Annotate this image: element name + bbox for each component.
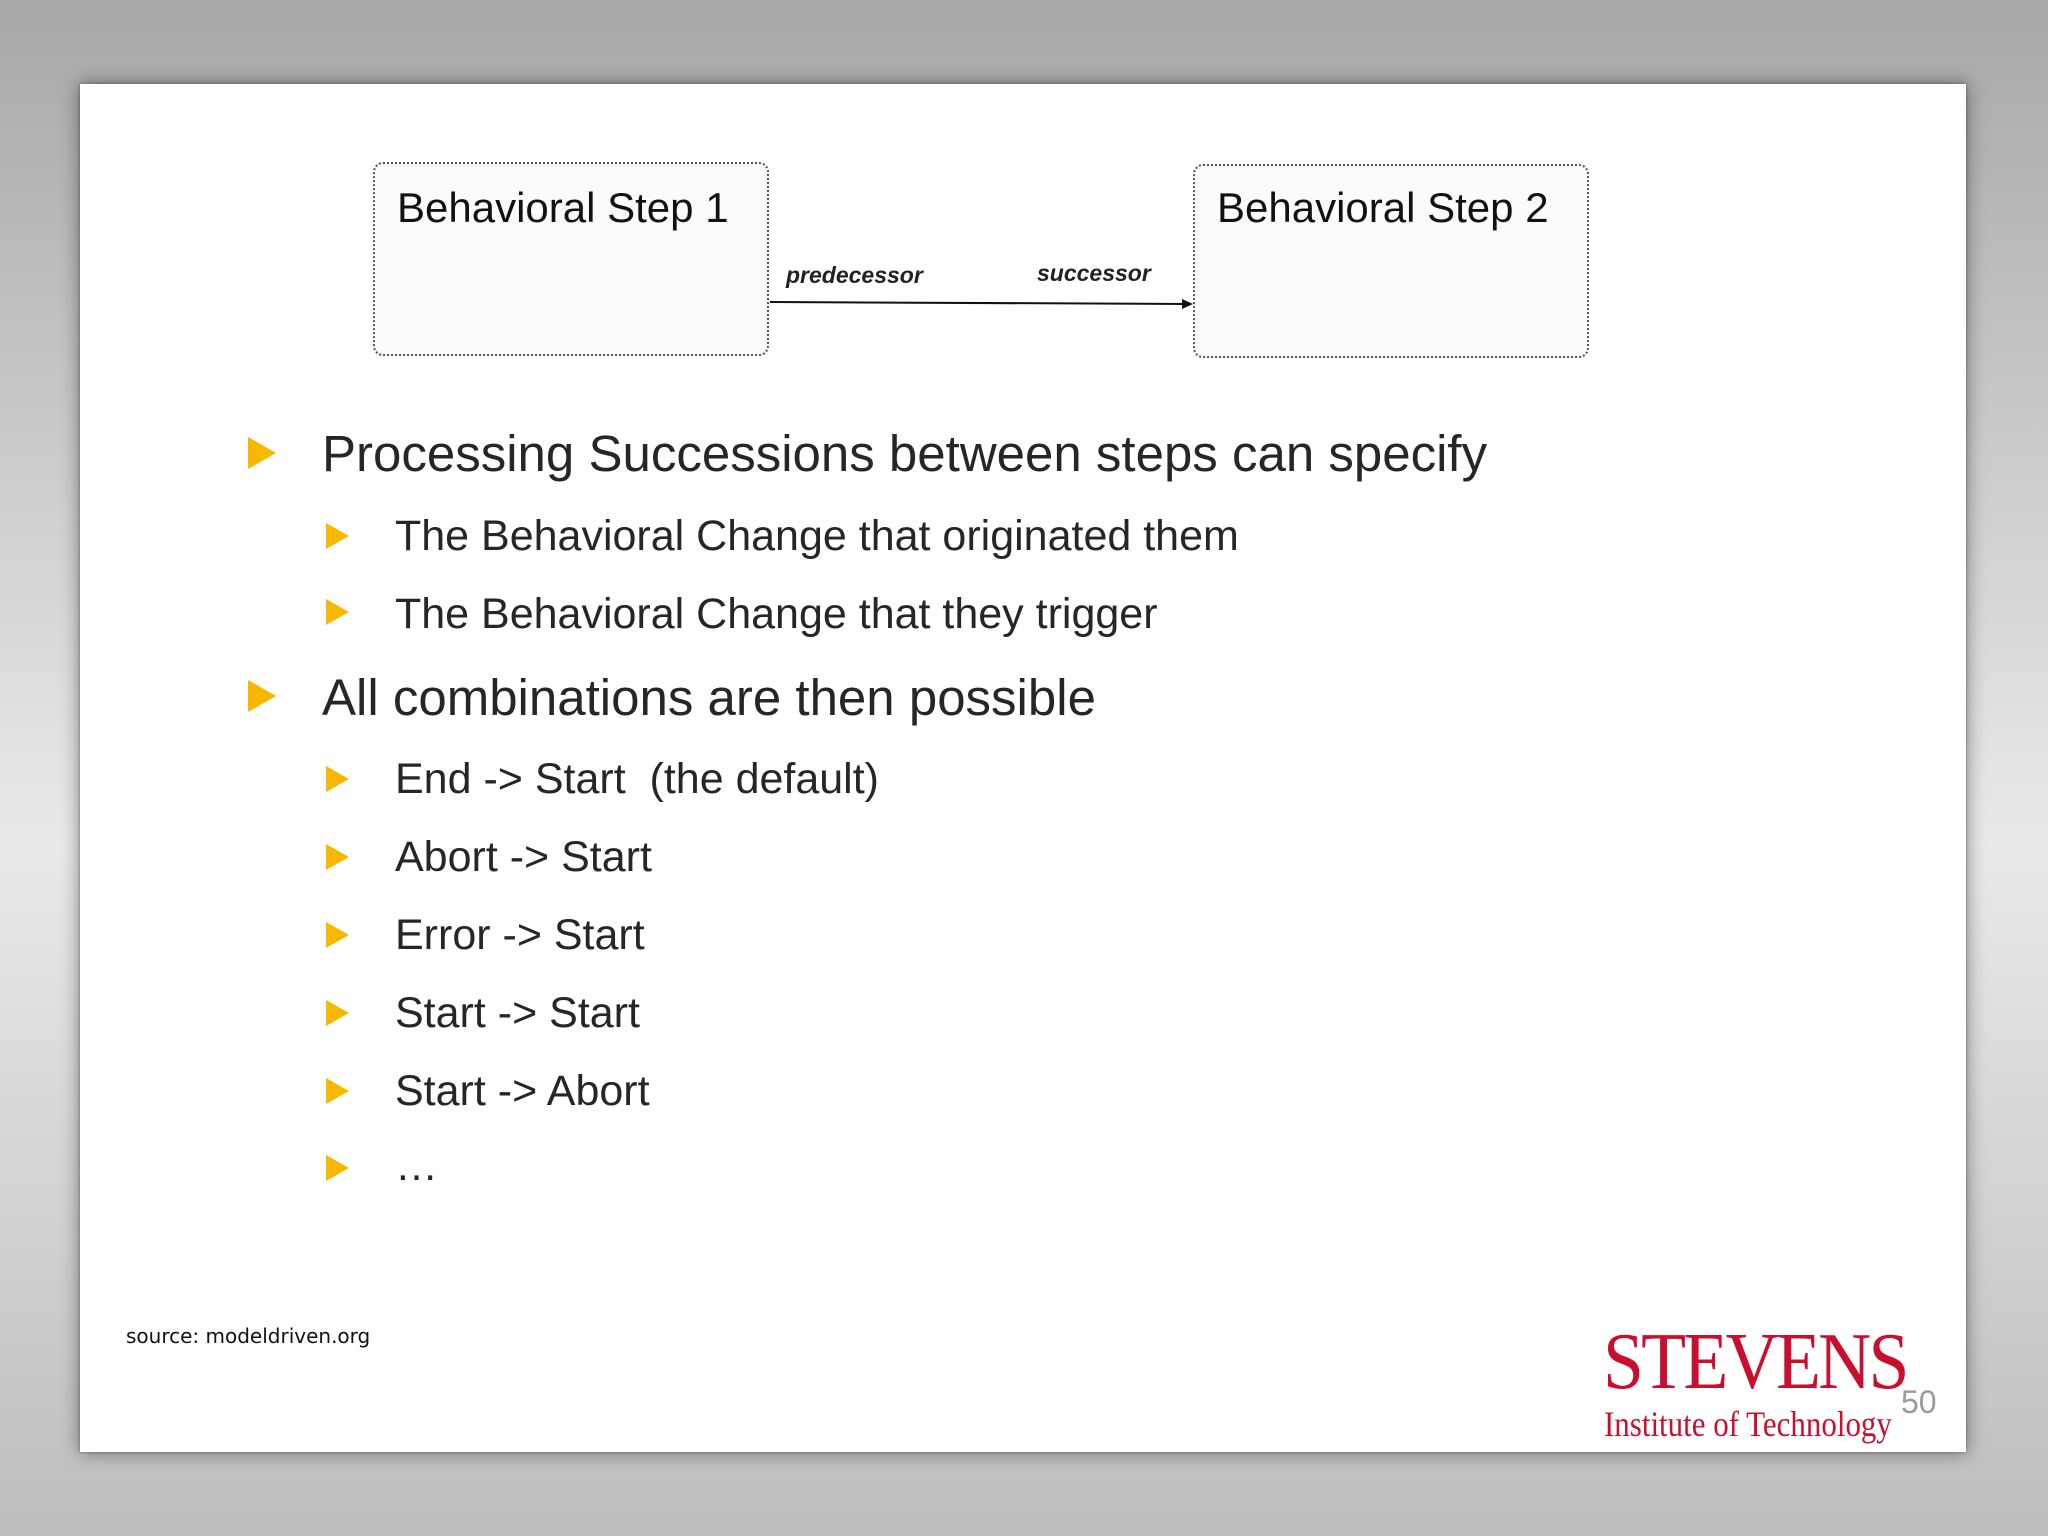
source-credit: source: modeldriven.org [126,1324,371,1348]
bullet-arrow-icon [326,1155,349,1181]
sub-bullet-start-start: Start -> Start [395,989,640,1037]
bullet-arrow-icon [248,437,276,469]
behavioral-step-2-box [1193,164,1589,358]
sub-bullet-end-start: End -> Start (the default) [395,755,880,803]
sub-bullet-error-start: Error -> Start [395,911,645,959]
bullet-arrow-icon [326,766,349,792]
bullet-arrow-icon [248,680,276,712]
bullet-arrow-icon [326,844,349,870]
bullet-all-combinations: All combinations are then possible [322,669,1096,726]
sub-bullet-originated: The Behavioral Change that originated them [395,512,1239,560]
stevens-logo-subtitle: Institute of Technology [1604,1404,1892,1444]
bullet-arrow-icon [326,599,349,625]
behavioral-step-2-label: Behavioral Step 2 [1217,184,1549,231]
successor-label: successor [1037,260,1151,286]
bullet-arrow-icon [326,1078,349,1104]
sub-bullet-abort-start: Abort -> Start [395,833,652,881]
page-number: 50 [1901,1384,1937,1420]
behavioral-step-1-box [373,162,769,356]
bullet-arrow-icon [326,1000,349,1026]
predecessor-label: predecessor [786,262,923,288]
stevens-logo-wordmark: STEVENS [1603,1318,1907,1406]
sub-bullet-start-abort: Start -> Abort [395,1067,650,1115]
behavioral-step-1-label: Behavioral Step 1 [397,184,729,231]
bullet-arrow-icon [326,523,349,549]
bullet-processing-successions: Processing Successions between steps can specify [322,425,1488,482]
slide [80,84,1966,1452]
sub-bullet-trigger: The Behavioral Change that they trigger [395,590,1158,638]
bullet-arrow-icon [326,922,349,948]
sub-bullet-ellipsis: … [395,1142,438,1190]
